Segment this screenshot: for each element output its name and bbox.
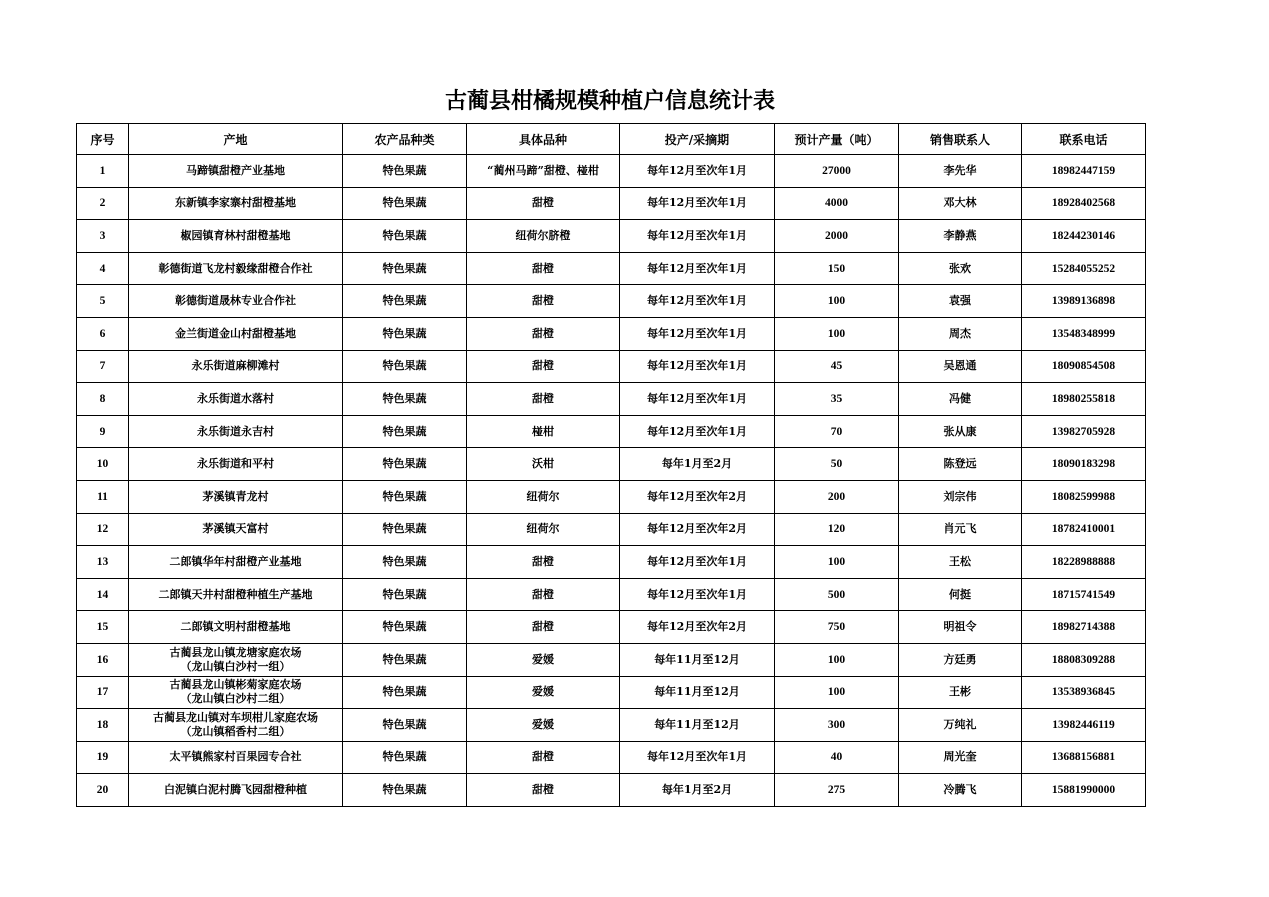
- cell-no: 13: [77, 546, 129, 579]
- cell-category: 特色果蔬: [343, 187, 467, 220]
- cell-origin-line: 永乐街道永吉村: [197, 424, 274, 438]
- cell-origin: [129, 252, 343, 285]
- table-row: [77, 155, 1146, 188]
- cell-no: 12: [77, 513, 129, 546]
- cell-contact: 周杰: [899, 317, 1022, 350]
- cell-contact: 明祖令: [899, 611, 1022, 644]
- cell-origin-line: 茅溪镇天富村: [202, 522, 269, 536]
- cell-output: 275: [775, 774, 899, 807]
- cell-contact: 方廷勇: [899, 643, 1022, 676]
- table-row: [77, 774, 1146, 807]
- cell-variety: 甜橙: [467, 187, 620, 220]
- cell-output: 35: [775, 383, 899, 416]
- cell-no: 16: [77, 643, 129, 676]
- cell-period: 每年12月至次年1月: [620, 155, 775, 188]
- cell-no: 7: [77, 350, 129, 383]
- cell-origin: [129, 611, 343, 644]
- cell-origin-line: 永乐街道和平村: [197, 457, 274, 471]
- cell-contact: 吴恩通: [899, 350, 1022, 383]
- document-title: 古蔺县柑橘规模种植户信息统计表: [444, 88, 775, 114]
- table-row: [77, 709, 1146, 742]
- header-row: [77, 124, 1146, 155]
- cell-origin: [129, 285, 343, 318]
- cell-period: 每年12月至次年2月: [620, 513, 775, 546]
- cell-origin-line: 永乐街道麻柳滩村: [191, 359, 280, 373]
- cell-phone: 18980255818: [1022, 383, 1146, 416]
- cell-contact: 王松: [899, 546, 1022, 579]
- cell-output: 300: [775, 709, 899, 742]
- cell-origin: [129, 448, 343, 481]
- table-row: [77, 350, 1146, 383]
- cell-variety: 甜橙: [467, 383, 620, 416]
- table-row: [77, 546, 1146, 579]
- cell-contact: 冯健: [899, 383, 1022, 416]
- cell-origin-line: 二郎镇文明村甜橙基地: [180, 620, 291, 634]
- cell-period: 每年11月至12月: [620, 643, 775, 676]
- cell-origin: [129, 546, 343, 579]
- cell-output: 150: [775, 252, 899, 285]
- cell-phone: 13688156881: [1022, 741, 1146, 774]
- cell-output: 120: [775, 513, 899, 546]
- cell-variety: 纽荷尔: [467, 513, 620, 546]
- cell-contact: 邓大林: [899, 187, 1022, 220]
- cell-contact: 王彬: [899, 676, 1022, 709]
- cell-period: 每年12月至次年1月: [620, 578, 775, 611]
- cell-contact: 袁强: [899, 285, 1022, 318]
- cell-variety: 甜橙: [467, 546, 620, 579]
- cell-contact: 周光奎: [899, 741, 1022, 774]
- table-row: [77, 383, 1146, 416]
- cell-period: 每年12月至次年2月: [620, 611, 775, 644]
- cell-output: 45: [775, 350, 899, 383]
- cell-origin-line: 二郎镇天井村甜橙种植生产基地: [158, 587, 313, 601]
- cell-category: 特色果蔬: [343, 578, 467, 611]
- cell-contact: 冷腾飞: [899, 774, 1022, 807]
- cell-origin-line: （龙山镇稻香村二组）: [180, 724, 291, 738]
- cell-no: 4: [77, 252, 129, 285]
- cell-period: 每年12月至次年1月: [620, 220, 775, 253]
- cell-variety: 沃柑: [467, 448, 620, 481]
- table-row: [77, 578, 1146, 611]
- cell-origin: [129, 350, 343, 383]
- cell-phone: 18082599988: [1022, 480, 1146, 513]
- cell-category: 特色果蔬: [343, 252, 467, 285]
- cell-category: 特色果蔬: [343, 317, 467, 350]
- cell-phone: 18090854508: [1022, 350, 1146, 383]
- table-row: [77, 643, 1146, 676]
- cell-origin-line: 彰德街道晟林专业合作社: [175, 294, 296, 308]
- cell-no: 15: [77, 611, 129, 644]
- cell-phone: 18808309288: [1022, 643, 1146, 676]
- table-row: [77, 220, 1146, 253]
- cell-period: 每年12月至次年1月: [620, 252, 775, 285]
- cell-category: 特色果蔬: [343, 643, 467, 676]
- cell-variety: “蔺州马蹄”甜橙、椪柑: [467, 155, 620, 188]
- cell-period: 每年1月至2月: [620, 448, 775, 481]
- cell-output: 750: [775, 611, 899, 644]
- cell-contact: 刘宗伟: [899, 480, 1022, 513]
- cell-variety: 甜橙: [467, 350, 620, 383]
- cell-no: 3: [77, 220, 129, 253]
- cell-origin-line: 古蔺县龙山镇对车坝柑儿家庭农场: [153, 710, 318, 724]
- cell-contact: 万纯礼: [899, 709, 1022, 742]
- header-cell-output: 预计产量（吨）: [775, 124, 899, 155]
- cell-variety: 甜橙: [467, 741, 620, 774]
- cell-no: 18: [77, 709, 129, 742]
- cell-no: 11: [77, 480, 129, 513]
- table-row: [77, 415, 1146, 448]
- header-cell-phone: 联系电话: [1022, 124, 1146, 155]
- cell-origin-line: 彰德街道飞龙村毅缘甜橙合作社: [158, 261, 313, 275]
- cell-category: 特色果蔬: [343, 383, 467, 416]
- cell-category: 特色果蔬: [343, 415, 467, 448]
- cell-variety: 纽荷尔脐橙: [467, 220, 620, 253]
- cell-no: 5: [77, 285, 129, 318]
- cell-origin: [129, 155, 343, 188]
- cell-origin-line: 太平镇熊家村百果园专合社: [169, 750, 302, 764]
- cell-origin: [129, 741, 343, 774]
- cell-contact: 李静燕: [899, 220, 1022, 253]
- cell-category: 特色果蔬: [343, 480, 467, 513]
- cell-variety: 甜橙: [467, 611, 620, 644]
- cell-origin: [129, 187, 343, 220]
- cell-no: 20: [77, 774, 129, 807]
- cell-category: 特色果蔬: [343, 285, 467, 318]
- cell-no: 2: [77, 187, 129, 220]
- table-row: [77, 448, 1146, 481]
- cell-phone: 18090183298: [1022, 448, 1146, 481]
- cell-origin-line: 古蔺县龙山镇彬菊家庭农场: [169, 678, 302, 692]
- cell-no: 8: [77, 383, 129, 416]
- cell-variety: 爱媛: [467, 709, 620, 742]
- cell-origin: [129, 709, 343, 742]
- cell-phone: 18244230146: [1022, 220, 1146, 253]
- cell-output: 100: [775, 285, 899, 318]
- cell-output: 27000: [775, 155, 899, 188]
- cell-output: 2000: [775, 220, 899, 253]
- table-row: [77, 187, 1146, 220]
- cell-contact: 张欢: [899, 252, 1022, 285]
- cell-output: 100: [775, 643, 899, 676]
- cell-category: 特色果蔬: [343, 709, 467, 742]
- cell-origin-line: 茅溪镇青龙村: [202, 489, 269, 503]
- cell-variety: 甜橙: [467, 317, 620, 350]
- cell-origin-line: 金兰街道金山村甜橙基地: [175, 326, 296, 340]
- cell-phone: 13982446119: [1022, 709, 1146, 742]
- cell-category: 特色果蔬: [343, 220, 467, 253]
- cell-output: 70: [775, 415, 899, 448]
- header-cell-contact: 销售联系人: [899, 124, 1022, 155]
- cell-phone: 13538936845: [1022, 676, 1146, 709]
- cell-category: 特色果蔬: [343, 676, 467, 709]
- cell-origin: [129, 578, 343, 611]
- cell-period: 每年12月至次年1月: [620, 415, 775, 448]
- cell-origin-line: 椒园镇育林村甜橙基地: [180, 228, 291, 242]
- cell-variety: 爱媛: [467, 643, 620, 676]
- cell-origin: [129, 480, 343, 513]
- cell-output: 200: [775, 480, 899, 513]
- cell-phone: 15284055252: [1022, 252, 1146, 285]
- cell-no: 14: [77, 578, 129, 611]
- info-table: [76, 123, 1146, 807]
- table-row: [77, 611, 1146, 644]
- cell-variety: 纽荷尔: [467, 480, 620, 513]
- table-row: [77, 741, 1146, 774]
- cell-phone: 18982447159: [1022, 155, 1146, 188]
- cell-contact: 何挺: [899, 578, 1022, 611]
- table-row: [77, 252, 1146, 285]
- cell-origin-line: （龙山镇白沙村二组）: [180, 692, 291, 706]
- cell-category: 特色果蔬: [343, 448, 467, 481]
- cell-contact: 李先华: [899, 155, 1022, 188]
- cell-output: 50: [775, 448, 899, 481]
- cell-period: 每年12月至次年2月: [620, 480, 775, 513]
- cell-origin-line: 马蹄镇甜橙产业基地: [186, 163, 285, 177]
- cell-period: 每年11月至12月: [620, 676, 775, 709]
- table-row: [77, 513, 1146, 546]
- cell-origin: [129, 383, 343, 416]
- cell-variety: 椪柑: [467, 415, 620, 448]
- cell-output: 100: [775, 676, 899, 709]
- cell-period: 每年12月至次年1月: [620, 350, 775, 383]
- cell-output: 40: [775, 741, 899, 774]
- cell-origin-line: 白泥镇白泥村腾飞园甜橙种植: [164, 783, 307, 797]
- cell-output: 4000: [775, 187, 899, 220]
- cell-period: 每年1月至2月: [620, 774, 775, 807]
- table-body: [77, 155, 1146, 807]
- cell-phone: 13989136898: [1022, 285, 1146, 318]
- cell-origin: [129, 513, 343, 546]
- cell-origin-line: （龙山镇白沙村一组）: [180, 659, 291, 673]
- cell-period: 每年12月至次年1月: [620, 741, 775, 774]
- cell-category: 特色果蔬: [343, 513, 467, 546]
- cell-no: 19: [77, 741, 129, 774]
- table-row: [77, 317, 1146, 350]
- cell-origin: [129, 220, 343, 253]
- cell-category: 特色果蔬: [343, 611, 467, 644]
- cell-category: 特色果蔬: [343, 546, 467, 579]
- table-row: [77, 676, 1146, 709]
- cell-period: 每年12月至次年1月: [620, 546, 775, 579]
- cell-origin: [129, 643, 343, 676]
- cell-no: 17: [77, 676, 129, 709]
- cell-phone: 13982705928: [1022, 415, 1146, 448]
- cell-no: 1: [77, 155, 129, 188]
- cell-phone: 18715741549: [1022, 578, 1146, 611]
- cell-contact: 张从康: [899, 415, 1022, 448]
- cell-variety: 甜橙: [467, 252, 620, 285]
- cell-contact: 陈登远: [899, 448, 1022, 481]
- cell-origin: [129, 774, 343, 807]
- header-cell-category: 农产品种类: [343, 124, 467, 155]
- cell-phone: 18782410001: [1022, 513, 1146, 546]
- cell-origin: [129, 317, 343, 350]
- cell-variety: 爱媛: [467, 676, 620, 709]
- cell-phone: 18928402568: [1022, 187, 1146, 220]
- header-cell-variety: 具体品种: [467, 124, 620, 155]
- cell-category: 特色果蔬: [343, 155, 467, 188]
- cell-period: 每年11月至12月: [620, 709, 775, 742]
- cell-no: 10: [77, 448, 129, 481]
- cell-variety: 甜橙: [467, 285, 620, 318]
- cell-period: 每年12月至次年1月: [620, 383, 775, 416]
- header-cell-origin: 产地: [129, 124, 343, 155]
- cell-phone: 15881990000: [1022, 774, 1146, 807]
- cell-contact: 肖元飞: [899, 513, 1022, 546]
- cell-output: 100: [775, 546, 899, 579]
- cell-variety: 甜橙: [467, 578, 620, 611]
- cell-variety: 甜橙: [467, 774, 620, 807]
- cell-no: 9: [77, 415, 129, 448]
- header-cell-period: 投产/采摘期: [620, 124, 775, 155]
- cell-period: 每年12月至次年1月: [620, 317, 775, 350]
- cell-period: 每年12月至次年1月: [620, 187, 775, 220]
- cell-phone: 18228988888: [1022, 546, 1146, 579]
- cell-origin-line: 古蔺县龙山镇龙塘家庭农场: [169, 645, 302, 659]
- cell-phone: 13548348999: [1022, 317, 1146, 350]
- cell-origin-line: 东新镇李家寨村甜橙基地: [175, 196, 296, 210]
- cell-output: 100: [775, 317, 899, 350]
- header-cell-no: 序号: [77, 124, 129, 155]
- cell-origin: [129, 415, 343, 448]
- cell-output: 500: [775, 578, 899, 611]
- cell-period: 每年12月至次年1月: [620, 285, 775, 318]
- cell-category: 特色果蔬: [343, 774, 467, 807]
- table-row: [77, 480, 1146, 513]
- cell-origin: [129, 676, 343, 709]
- cell-origin-line: 永乐街道水落村: [197, 391, 274, 405]
- cell-no: 6: [77, 317, 129, 350]
- cell-category: 特色果蔬: [343, 350, 467, 383]
- cell-origin-line: 二郎镇华年村甜橙产业基地: [169, 554, 302, 568]
- table-row: [77, 285, 1146, 318]
- cell-category: 特色果蔬: [343, 741, 467, 774]
- cell-phone: 18982714388: [1022, 611, 1146, 644]
